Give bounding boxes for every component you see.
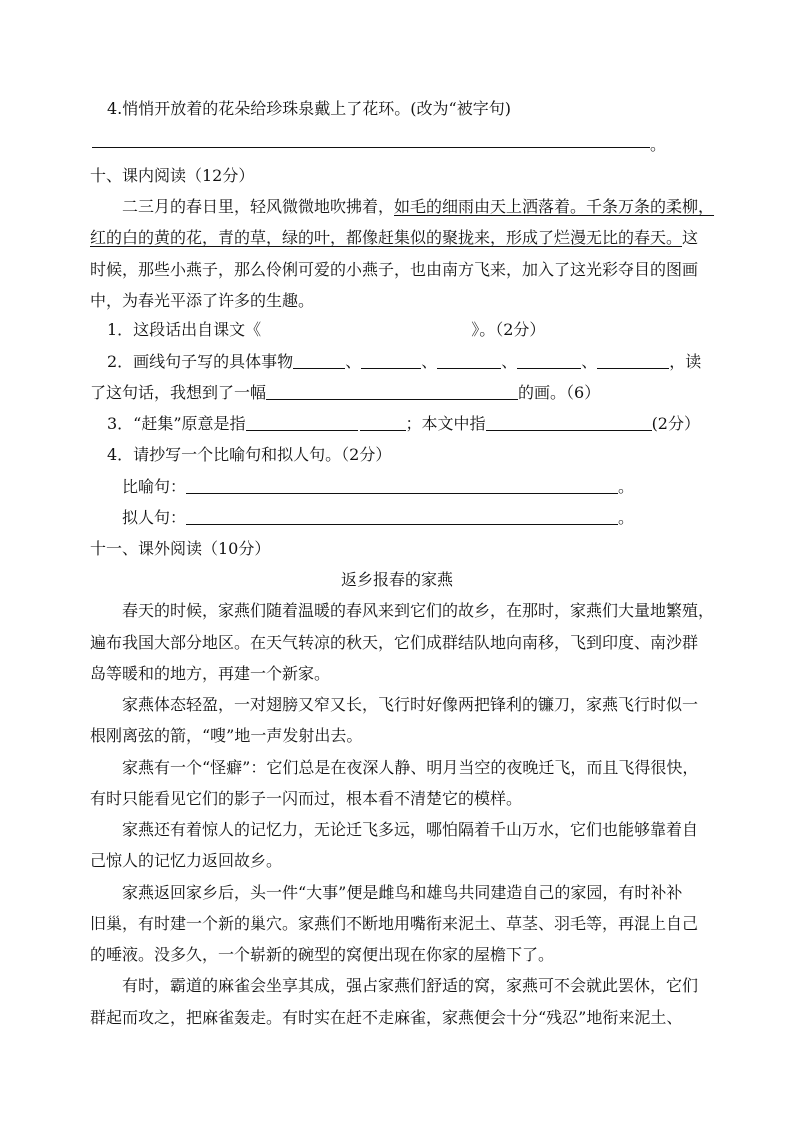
blank[interactable] [517,354,581,369]
question-2-tail: ，读 [669,352,702,371]
question-1-points: 》。（2分） [471,320,546,339]
question-4: 4．请抄写一个比喻句和拟人句。（2分） [107,445,392,464]
article-title: 返乡报春的家燕 [340,570,453,589]
blank[interactable] [360,416,406,431]
blank[interactable] [597,354,669,369]
paragraph-line: 家燕返回家乡后，头一件“大事”便是雌鸟和雄鸟共同建造自己的家园，有时补补 [122,883,683,902]
passage-line-1 [122,197,714,217]
question-2-line-2 [90,383,600,403]
period: 。 [618,477,635,496]
paragraph-line: 春天的时候，家燕们随着温暖的春风来到它们的故乡，在那时，家燕们大量地繁殖， [122,601,715,620]
blank[interactable] [293,354,345,369]
underlined-sentence: 红的白的黄的花，青的草，绿的叶，都像赶集似的聚拢来，形成了烂漫无比的春天。 [90,228,683,247]
simile-row [122,477,634,497]
passage-line-2 [90,228,698,248]
personification-label: 拟人句： [122,508,187,527]
separator: 、 [501,352,518,371]
personification-row [122,508,634,528]
paragraph-line: 有时，霸道的麻雀会坐享其成，强占家燕们舒适的窝，家燕可不会就此罢休，它们 [122,976,699,995]
paragraph-line: 有时只能看见它们的影子一闪而过，根本看不清楚它的模样。 [90,789,523,808]
question-1 [107,320,545,340]
question-2 [107,352,701,372]
separator: 、 [581,352,598,371]
paragraph-line: 岛等暖和的地方，再建一个新家。 [90,664,331,683]
separator: 、 [345,352,362,371]
question-3-text: ；本文中指 [405,414,486,433]
period: 。 [618,508,635,527]
question-3 [107,414,700,434]
paragraph-line: 家燕还有着惊人的记忆力，无论迁飞多远，哪怕隔着千山万水，它们也能够靠着自 [122,820,699,839]
question-3-points: (2分） [651,414,700,433]
blank[interactable] [437,354,501,369]
paragraph-line: 根刚离弦的箭，“嗖”地一声发射出去。 [90,726,363,745]
blank[interactable] [266,385,518,400]
paragraph-line: 家燕体态轻盈，一对翅膀又窄又长，飞行时好像两把锋利的镰刀，家燕飞行时似一 [122,695,699,714]
answer-line[interactable] [92,147,650,148]
passage-text: 二三月的春日里，轻风微微地吹拂着， [122,197,395,216]
paragraph-line: 旧巢，有时建一个新的巢穴。家燕们不断地用嘴衔来泥土、草茎、羽毛等，再混上自己 [90,914,699,933]
question-rewrite-prompt: 4.悄悄开放着的花朵给珍珠泉戴上了花环。(改为“被字句) [107,99,511,118]
paragraph-line: 家燕有一个“怪癖”：它们总是在夜深人静、明月当空的夜晚迁飞，而且飞得很快， [122,758,699,777]
simile-answer-line[interactable] [186,479,618,494]
blank[interactable] [246,416,358,431]
section-heading-10: 十、课内阅读（12分） [90,166,255,185]
question-3-text: 3．“赶集”原意是指 [107,414,246,433]
simile-label: 比喻句： [122,477,187,496]
answer-period: 。 [650,135,667,154]
question-1-text: 1．这段话出自课文《 [107,320,262,339]
paragraph-line: 遍布我国大部分地区。在天气转凉的秋天，它们成群结队地向南移，飞到印度、南沙群 [90,633,699,652]
question-2-points: 的画。（6） [518,383,601,402]
section-heading-11: 十一、课外阅读（10分） [90,539,271,558]
passage-line-3: 时候，那些小燕子，那么伶俐可爱的小燕子，也由南方飞来，加入了这光彩夺目的图画 [90,260,699,279]
paragraph-line: 的唾液。没多久，一个崭新的碗型的窝便出现在你家的屋檐下了。 [90,945,555,964]
question-2-text: 2．画线句子写的具体事物 [107,352,294,371]
passage-line-4: 中，为春光平添了许多的生趣。 [90,291,315,310]
underlined-sentence: 如毛的细雨由天上洒落着。千条万条的柔柳， [394,197,715,216]
blank[interactable] [361,354,421,369]
paragraph-line: 己惊人的记忆力返回故乡。 [90,851,283,870]
paragraph-line: 群起而攻之，把麻雀轰走。有时实在赶不走麻雀，家燕便会十分“残忍”地衔来泥土、 [90,1008,683,1027]
passage-text: 这 [682,228,699,247]
blank[interactable] [486,416,652,431]
question-2-text: 了这句话，我想到了一幅 [90,383,267,402]
personification-answer-line[interactable] [186,510,618,525]
separator: 、 [421,352,438,371]
